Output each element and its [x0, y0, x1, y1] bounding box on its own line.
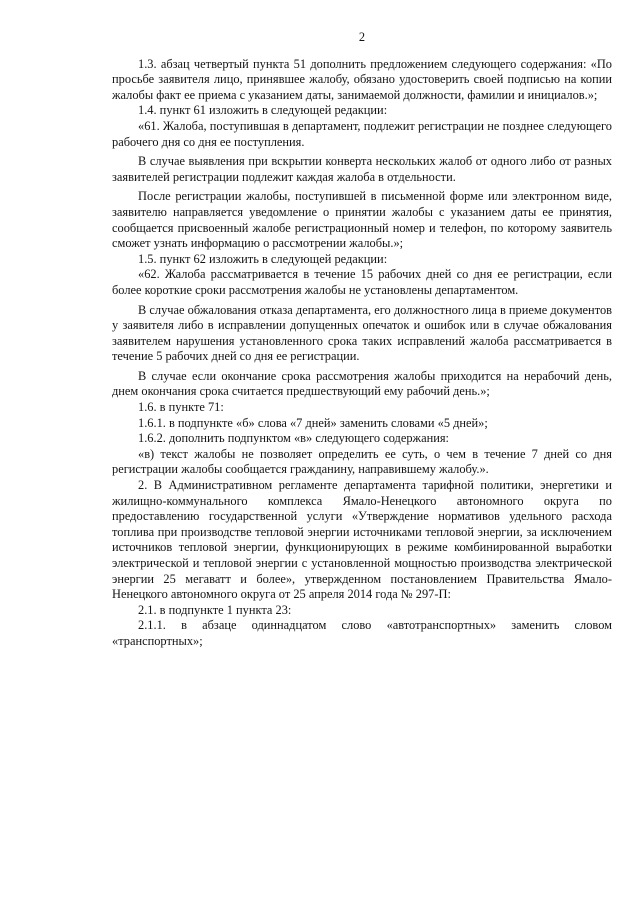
paragraph-61-envelope: В случае выявления при вскрытии конверта нескольких жалоб от одного либо от разных заявителей регистрации подлежит каждая жалоба в отдельности. [112, 154, 612, 184]
paragraph-61-text: «61. Жалоба, поступившая в департамент, подлежит регистрации не позднее следующего рабочего дня со дня ее поступления. [112, 118, 612, 149]
paragraph-1-6: 1.6. в пункте 71: [138, 400, 224, 415]
paragraph-1-6-1: 1.6.1. в подпункте «б» слова «7 дней» заменить словами «5 дней»; [138, 415, 488, 430]
page-number: 2 [358, 30, 366, 44]
paragraph-2: 2. В Административном регламенте департамента тарифной политики, энергетики и жилищно-коммунального комплекса Ямало-Ненецкого автономного округа по предоставлению государственной услуги «Утверждение нормативов удельного расхода топлива при производстве тепловой энергии источниками тепловой энергии, за исключением источников тепловой энергии, функционирующих в режиме комбинированной выработки электрической и тепловой энергии с установленной мощностью производства электрической энергии 25 мегаватт и более», утвержденном постановлением Правительства Ямало-Ненецкого автономного округа от 25 апреля 2014 года № 297-П: [112, 478, 612, 602]
paragraph-2-1-1: 2.1.1. в абзаце одиннадцатом слово «автотранспортных» заменить словом «транспортных»; [112, 618, 612, 648]
paragraph-2-1: 2.1. в подпункте 1 пункта 23: [138, 602, 292, 617]
paragraph-1-6-2: 1.6.2. дополнить подпунктом «в» следующего содержания: [138, 431, 450, 446]
paragraph-62-appeal: В случае обжалования отказа департамента, его должностного лица в приеме документов у заявителя либо в исправлении допущенных опечаток и ошибок или в случае обжалования заявителем нарушения установленного срока таких исправлений жалоба рассматривается в течение 5 рабочих дней со дня ее регистрации. [112, 302, 612, 364]
paragraph-62-text: «62. Жалоба рассматривается в течение 15 рабочих дней со дня ее регистрации, если более короткие сроки рассмотрения жалобы не установлены департаментом. [112, 267, 612, 297]
paragraph-1-5: 1.5. пункт 62 изложить в следующей редакции: [138, 251, 388, 266]
paragraph-subpoint-v: «в) текст жалобы не позволяет определить ее суть, о чем в течение 7 дней со дня регистрации жалобы сообщается гражданину, направившему жалобу.». [112, 446, 612, 477]
paragraph-61-notification: После регистрации жалобы, поступившей в письменной форме или электронном виде, заявителю направляется уведомление о принятии жалобы с указанием даты ее принятия, сообщается присвоенный жалобе регистрационный номер и телефон, по которому заявитель сможет узнать информацию о рассмотрении жалобы.»; [112, 189, 612, 251]
paragraph-62-nonworking-day: В случае если окончание срока рассмотрения жалобы приходится на нерабочий день, днем окончания срока считается предшествующий ему рабочий день.»; [112, 368, 612, 399]
paragraph-1-3: 1.3. абзац четвертый пункта 51 дополнить предложением следующего содержания: «По просьбе заявителя лицо, принявшее жалобу, обязано удостоверить своей подписью на копии жалобы факт ее приема с указанием даты, занимаемой должности, фамилии и инициалов.»; [112, 56, 612, 102]
paragraph-1-4: 1.4. пункт 61 изложить в следующей редакции: [138, 103, 388, 118]
